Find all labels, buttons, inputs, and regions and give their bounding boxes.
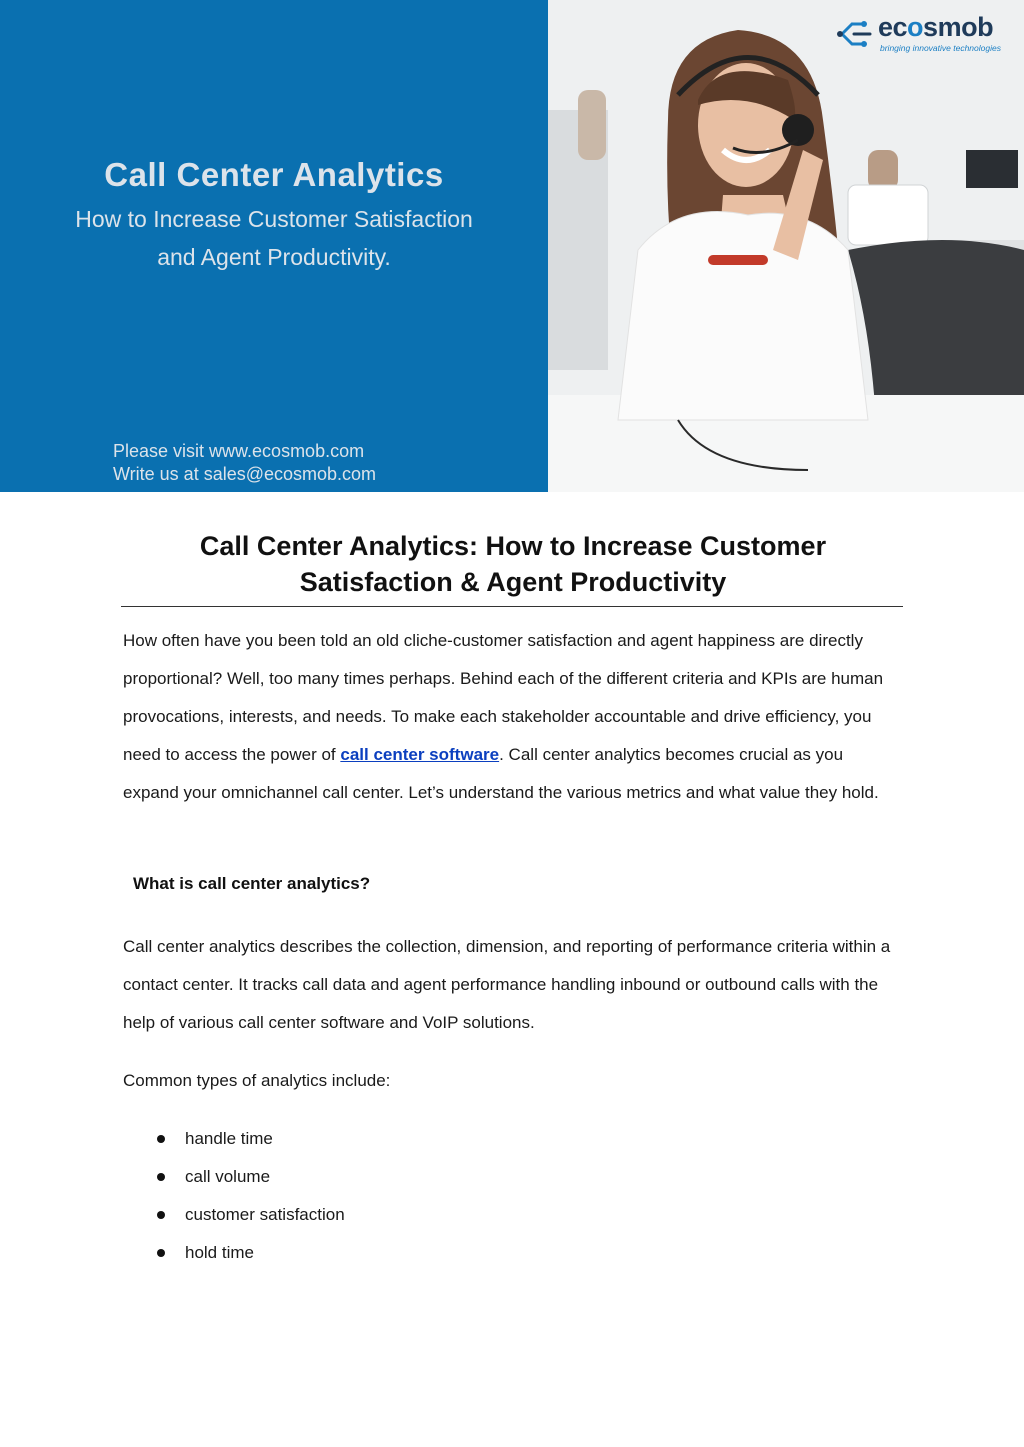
banner-contact bbox=[113, 440, 376, 486]
ecosmob-logo bbox=[836, 14, 1006, 58]
banner-subtitle bbox=[0, 200, 548, 276]
analytics-types-list bbox=[153, 1120, 345, 1272]
logo-mark-icon bbox=[836, 16, 876, 52]
list-item-text: call volume bbox=[185, 1167, 271, 1186]
banner-text-panel bbox=[0, 0, 548, 492]
call-center-software-link[interactable]: call center software bbox=[340, 745, 500, 764]
article-title: Call Center Analytics: How to Increase Customer Satisfaction & Agent Productivity bbox=[199, 531, 827, 597]
list-item-text: customer satisfaction bbox=[185, 1205, 345, 1224]
banner-subtitle-line-1: How to Increase Customer Satisfaction bbox=[75, 206, 473, 232]
bullet-icon bbox=[157, 1173, 165, 1181]
section-heading: What is call center analytics? bbox=[133, 874, 371, 893]
article bbox=[123, 528, 903, 1262]
banner-email-line: Write us at sales@ecosmob.com bbox=[113, 464, 377, 484]
logo-wordmark-part-1: ec bbox=[878, 12, 908, 42]
bullet-icon bbox=[157, 1135, 165, 1143]
list-item-text: hold time bbox=[185, 1243, 254, 1262]
banner-title: Call Center Analytics bbox=[104, 156, 444, 193]
banner-website-line: Please visit www.ecosmob.com bbox=[113, 441, 365, 461]
bullet-icon bbox=[157, 1249, 165, 1257]
list-item bbox=[153, 1120, 345, 1158]
bullet-icon bbox=[157, 1211, 165, 1219]
hero-banner bbox=[0, 0, 1024, 492]
list-item bbox=[153, 1196, 345, 1234]
logo-wordmark-part-3: smob bbox=[923, 12, 994, 42]
logo-wordmark bbox=[878, 12, 993, 43]
logo-wordmark-part-2: o bbox=[907, 12, 924, 42]
logo-tagline: bringing innovative technologies bbox=[880, 43, 1001, 53]
agent-photo bbox=[548, 0, 1024, 492]
title-divider bbox=[121, 606, 903, 607]
list-item-text: handle time bbox=[185, 1129, 273, 1148]
intro-text-before-link: How often have you been told an old cliche-customer satisfaction and agent happiness are directly proportional? Well, too many times perhaps. Behind each of the different criteria and KPIs are human provocations, interests, and needs. To make each stakeholder accountable and drive efficiency, you need to access the power of bbox=[123, 631, 884, 764]
list-item bbox=[153, 1234, 345, 1272]
banner-subtitle-line-2: and Agent Productivity. bbox=[157, 244, 391, 270]
intro-paragraph bbox=[123, 622, 903, 812]
list-intro: Common types of analytics include: bbox=[123, 1071, 391, 1090]
list-item bbox=[153, 1158, 345, 1196]
definition-paragraph: Call center analytics describes the collection, dimension, and reporting of performance criteria within a contact center. It tracks call data and agent performance handling inbound or outbound calls with the help of various call center software and VoIP solutions. bbox=[123, 937, 891, 1032]
intro-text-after-link: . Call center analytics becomes crucial as you expand your omnichannel call center. Let’s understand the various metrics and what value they hold. bbox=[123, 745, 879, 802]
agent-photo-illustration bbox=[548, 0, 1024, 492]
